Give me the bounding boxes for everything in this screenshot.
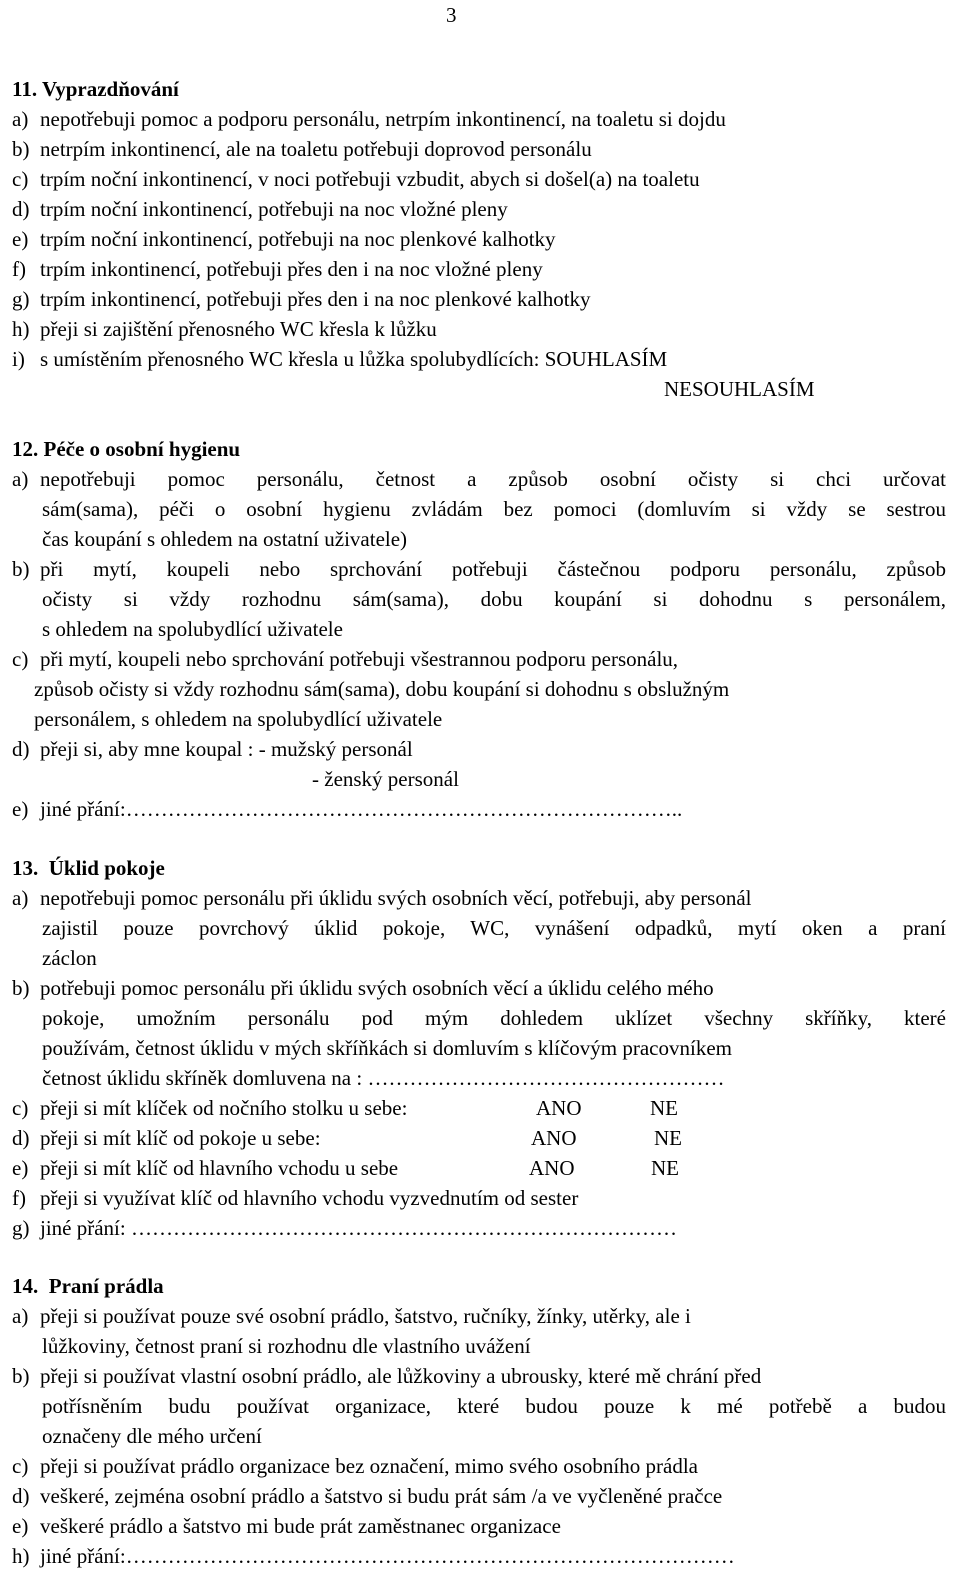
section-11-title: 11. Vyprazdňování [12,77,179,101]
s12-item-c-line3: personálem, s ohledem na spolubydlící uživatele [34,707,443,731]
s11-item-h [12,314,946,344]
s11-item-d [12,194,946,224]
item-label: g) [12,287,30,311]
s11-item-f-text: trpím inkontinencí, potřebuji přes den i na noc vložné pleny [40,257,543,281]
item-label: d) [12,737,30,761]
item-label: b) [12,557,30,581]
item-label: i) [12,347,25,371]
s13-e-ano: ANO [529,1156,575,1180]
s12-item-a-line1 [12,464,946,494]
section-12-title: 12. Péče o osobní hygienu [12,437,241,461]
item-label: a) [12,886,29,910]
s13-c-ne: NE [650,1096,678,1120]
s14-item-a-text1: přeji si používat pouze své osobní prádlo, šatstvo, ručníky, žínky, utěrky, ale i [40,1304,691,1328]
item-label: g) [12,1216,30,1240]
s11-item-g [12,284,946,314]
s11-option-nesouhlasim: NESOUHLASÍM [664,377,815,401]
s14-item-h [12,1541,946,1571]
item-label: d) [12,1126,30,1150]
s12-item-a-text1: nepotřebuji pomoc personálu, četnost a způsob osobní očisty si chci určovat [40,467,946,491]
item-label: c) [12,1454,29,1478]
s11-item-i [12,344,946,374]
s11-item-c-text: trpím noční inkontinencí, v noci potřebuji vzbudit, abych si došel(a) na toaletu [40,167,700,191]
section-14-name: Praní prádla [48,1274,164,1298]
s14-item-b-line3: označeny dle mého určení [42,1424,262,1448]
s12-option-zensky: - ženský personál [312,767,459,791]
s13-item-e-text: přeji si mít klíč od hlavního vchodu u sebe [40,1156,399,1180]
item-label: c) [12,647,29,671]
s13-item-f [12,1183,946,1213]
section-13-title [12,853,946,883]
s14-item-a-line1 [12,1301,946,1331]
s12-item-c-line2: způsob očisty si vždy rozhodnu sám(sama), dobu koupání si dohodnu s obslužným [34,677,730,701]
item-label: e) [12,1514,29,1538]
section-14-title [12,1271,946,1301]
s14-item-h-text: jiné přání:…………………………………………………………………………… [40,1544,735,1568]
s12-item-a-line3: čas koupání s ohledem na ostatní uživatele) [42,527,408,551]
s13-item-g [12,1213,946,1243]
s13-item-a-text1: nepotřebuji pomoc personálu při úklidu svých osobních věcí, potřebuji, aby personál [40,886,752,910]
s14-item-d-text: veškeré, zejména osobní prádlo a šatstvo si budu prát sám /a ve vyčleněné pračce [40,1484,723,1508]
item-label: f) [12,1186,26,1210]
s14-item-d [12,1481,946,1511]
s11-item-h-text: přeji si zajištění přenosného WC křesla k lůžku [40,317,437,341]
s12-item-b-line3: s ohledem na spolubydlící uživatele [42,617,343,641]
item-label: c) [12,1096,29,1120]
s11-item-b-text: netrpím inkontinencí, ale na toaletu potřebuji doprovod personálu [40,137,592,161]
s12-item-e [12,794,946,824]
item-label: b) [12,137,30,161]
s12-item-c-text1: při mytí, koupeli nebo sprchování potřebuji všestrannou podporu personálu, [40,647,679,671]
item-label: e) [12,1156,29,1180]
s12-item-e-text: jiné přání:…………………………………………………………………….. [40,797,683,821]
s12-item-d [12,734,946,764]
s14-item-c [12,1451,946,1481]
s11-item-c [12,164,946,194]
item-label: f) [12,257,26,281]
s13-item-g-text: jiné přání: …………………………………………………………………… [40,1216,677,1240]
section-14-number: 14. [12,1274,39,1298]
s11-item-d-text: trpím noční inkontinencí, potřebuji na noc vložné pleny [40,197,508,221]
s13-item-a-line1 [12,883,946,913]
item-label: e) [12,797,29,821]
s12-item-b-line1 [12,554,946,584]
s14-item-b-text1: přeji si používat vlastní osobní prádlo, ale lůžkoviny a ubrousky, které mě chrání před [40,1364,762,1388]
s14-item-c-text: přeji si používat prádlo organizace bez označení, mimo svého osobního prádla [40,1454,698,1478]
s14-item-a-line2: lůžkoviny, četnost praní si rozhodnu dle vlastního uvážení [42,1334,531,1358]
s13-item-a-line2: zajistil pouze povrchový úklid pokoje, WC, vynášení odpadků, mytí oken a praní [42,916,946,940]
s13-item-e [12,1153,946,1183]
s11-item-a [12,104,946,134]
section-13-number: 13. [12,856,39,880]
s11-item-e-text: trpím noční inkontinencí, potřebuji na noc plenkové kalhotky [40,227,556,251]
s12-item-b-line2: očisty si vždy rozhodnu sám(sama), dobu koupání si dohodnu s personálem, [42,587,946,611]
s13-d-ne: NE [654,1126,682,1150]
s13-item-d [12,1123,946,1153]
item-label: c) [12,167,29,191]
item-label: a) [12,107,29,131]
item-label: d) [12,197,30,221]
s13-item-b-line3: používám, četnost úklidu v mých skříňkách si domluvím s klíčovým pracovníkem [42,1036,732,1060]
s13-item-b-line2: pokoje, umožním personálu pod mým dohledem uklízet všechny skříňky, které [42,1006,946,1030]
item-label: h) [12,317,30,341]
s13-item-c [12,1093,946,1123]
s13-e-ne: NE [651,1156,679,1180]
s12-item-a-line2: sám(sama), péči o osobní hygienu zvládám bez pomoci (domluvím si vždy se sestrou [42,497,946,521]
item-label: a) [12,467,29,491]
s14-item-b-line2: potřísněním budu používat organizace, které budou pouze k mé potřebě a budou [42,1394,946,1418]
s11-item-b [12,134,946,164]
s13-item-d-text: přeji si mít klíč od pokoje u sebe: [40,1126,321,1150]
item-label: h) [12,1544,30,1568]
page-number: 3 [446,3,457,27]
s12-item-c-line1 [12,644,946,674]
s13-item-b-text1: potřebuji pomoc personálu při úklidu svých osobních věcí a úklidu celého mého [40,976,714,1000]
item-label: b) [12,1364,30,1388]
s12-item-b-text1: při mytí, koupeli nebo sprchování potřebuji částečnou podporu personálu, způsob [40,557,946,581]
s14-item-e [12,1511,946,1541]
s14-item-e-text: veškeré prádlo a šatstvo mi bude prát zaměstnanec organizace [40,1514,561,1538]
s13-item-f-text: přeji si využívat klíč od hlavního vchodu vyzvednutím od sester [40,1186,579,1210]
s13-item-a-line3: záclon [42,946,97,970]
s11-item-e [12,224,946,254]
s11-item-g-text: trpím inkontinencí, potřebuji přes den i na noc plenkové kalhotky [40,287,591,311]
s13-item-c-text: přeji si mít klíček od nočního stolku u sebe: [40,1096,408,1120]
s13-item-b-line4: četnost úklidu skříněk domluvena na : …………………………………………… [42,1066,725,1090]
s11-item-a-text: nepotřebuji pomoc a podporu personálu, netrpím inkontinencí, na toaletu si dojdu [40,107,726,131]
s11-item-f [12,254,946,284]
s12-item-d-text: přeji si, aby mne koupal : - mužský personál [40,737,413,761]
s13-c-ano: ANO [536,1096,582,1120]
section-13-name: Úklid pokoje [48,856,165,880]
item-label: e) [12,227,29,251]
s14-item-b-line1 [12,1361,946,1391]
s13-item-b-line1 [12,973,946,1003]
s13-d-ano: ANO [531,1126,577,1150]
item-label: a) [12,1304,29,1328]
item-label: d) [12,1484,30,1508]
item-label: b) [12,976,30,1000]
s11-item-i-text: s umístěním přenosného WC křesla u lůžka spolubydlících: SOUHLASÍM [40,347,668,371]
